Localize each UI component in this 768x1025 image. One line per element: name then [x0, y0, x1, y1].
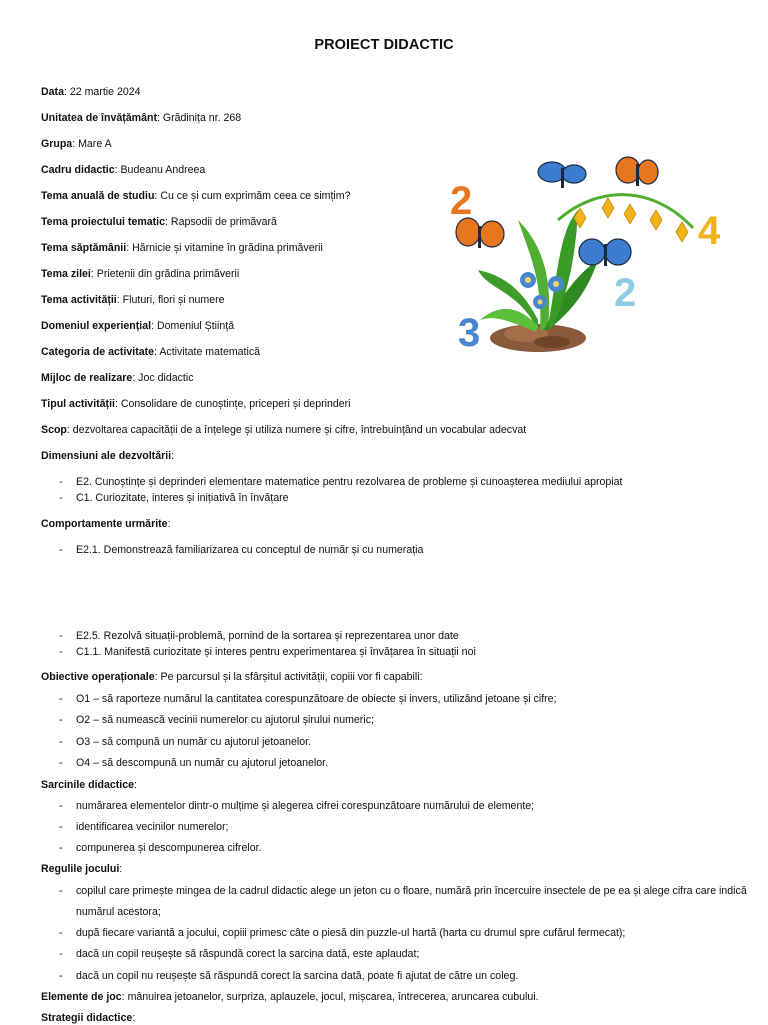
field-scop: Scop: dezvoltarea capacității de a înțelege și utiliza numere și cifre, întrebuințând un vocabular adecvat: [41, 424, 527, 436]
field-label: Tema activității: [41, 294, 117, 306]
list-item-text: C1. Curiozitate, interes și inițiativă în învățare: [76, 492, 289, 504]
field-tipul: Tipul activității: Consolidare de cunoștințe, priceperi și deprinderi: [41, 398, 351, 410]
dash: -: [59, 948, 63, 960]
section-dimensiuni: [41, 449, 738, 463]
dash: -: [59, 885, 63, 897]
field-tema-proiectului: Tema proiectului tematic: Rapsodii de primăvară: [41, 216, 277, 228]
field-tema-saptamanii: Tema săptămânii: Hărnicie și vitamine în grădina primăverii: [41, 242, 323, 254]
field-value: Rapsodii de primăvară: [170, 216, 277, 228]
list-item-text: dacă un copil nu reușește să răspundă corect la sarcina dată, poate fi ajutat de către un coleg.: [76, 970, 519, 982]
field-grupa: Grupa: Mare A: [41, 138, 112, 150]
dash: -: [59, 544, 63, 556]
list-item-text: dacă un copil reușește să răspundă corect la sarcina dată, este aplaudat;: [76, 948, 420, 960]
field-value: Fluturi, flori și numere: [122, 294, 225, 306]
number-2-orange: 2: [450, 179, 473, 223]
section-reguli: [41, 862, 738, 876]
number-2-lightblue: 2: [614, 271, 637, 315]
section-label: Strategii didactice: [41, 1012, 133, 1024]
section-label: Comportamente urmărite: [41, 518, 168, 530]
list-item-text: după fiecare variantă a jocului, copiii primesc câte o piesă din puzzle-ul hartă (harta cu drumul spre cufărul fermecat);: [76, 927, 626, 939]
section-colon: :: [132, 1012, 136, 1024]
document-title: PROIECT DIDACTIC: [314, 37, 454, 53]
field-label: Scop: [41, 424, 67, 436]
field-cadru-didactic: Cadru didactic: Budeanu Andreea: [41, 164, 206, 176]
field-categoria: Categoria de activitate: Activitate matematică: [41, 346, 261, 358]
list-item-text: E2.5. Rezolvă situații-problemă, pornind de la sortarea și reprezentarea unor date: [76, 630, 459, 642]
dash: -: [59, 842, 63, 854]
list-item-text: C1.1. Manifestă curiozitate și interes pentru experimentarea și învățarea în situații noi: [76, 646, 476, 658]
section-colon: :: [119, 863, 123, 875]
number-4-yellow: 4: [698, 209, 721, 253]
section-label: Dimensiuni ale dezvoltării: [41, 450, 172, 462]
section-colon: :: [134, 779, 137, 791]
list-item-text: O4 – să descompună un număr cu ajutorul jetoanelor.: [76, 757, 329, 769]
field-label: Tema zilei: [41, 268, 91, 280]
dash: -: [59, 970, 63, 982]
field-value: Mare A: [78, 138, 112, 150]
field-value: Cu ce și cum exprimăm ceea ce simțim?: [160, 190, 351, 202]
section-strategii: [41, 1011, 738, 1025]
dash: -: [59, 757, 63, 769]
field-label: Categoria de activitate: [41, 346, 155, 358]
list-item-text: O2 – să numească vecinii numerelor cu ajutorul șirului numeric;: [76, 714, 374, 726]
list-item-text: O1 – să raporteze numărul la cantitatea corespunzătoare de obiecte și invers, utilizând jetoane și cifre;: [76, 693, 557, 705]
dash: -: [59, 646, 63, 658]
list-item-text: E2. Cunoștințe și deprinderi elementare matematice pentru rezolvarea de probleme și cunoașterea mediului apropiat: [76, 476, 623, 488]
field-label: Domeniul experiențial: [41, 320, 152, 332]
field-elemente-joc: Elemente de joc: mânuirea jetoanelor, surpriza, aplauzele, jocul, mișcarea, întrecerea, aruncarea cubului.: [41, 991, 539, 1003]
section-label: Obiective operaționale: [41, 671, 155, 683]
field-label: Tema proiectului tematic: [41, 216, 166, 228]
field-label: Tema anuală de studiu: [41, 190, 155, 202]
section-colon: :: [167, 518, 171, 530]
field-value: Activitate matematică: [159, 346, 261, 358]
dash: -: [59, 821, 63, 833]
field-value: Joc didactic: [138, 372, 194, 384]
field-label: Tipul activității: [41, 398, 115, 410]
dash: -: [59, 492, 63, 504]
number-3-blue: 3: [458, 311, 481, 355]
dash: -: [59, 800, 63, 812]
list-item-text: compunerea și descompunerea cifrelor.: [76, 842, 262, 854]
section-label: Sarcinile didactice: [41, 779, 135, 791]
field-label: Cadru didactic: [41, 164, 115, 176]
field-label: Data: [41, 86, 64, 98]
dash: -: [59, 693, 63, 705]
list-item-text: O3 – să compună un număr cu ajutorul jetoanelor.: [76, 736, 311, 748]
field-mijloc: Mijloc de realizare: Joc didactic: [41, 372, 194, 384]
dash: -: [59, 476, 63, 488]
list-item-text: E2.1. Demonstrează familiarizarea cu conceptul de număr și cu numerația: [76, 544, 424, 556]
field-tema-zilei: Tema zilei: Prietenii din grădina primăverii: [41, 268, 240, 280]
section-comportamente: [41, 517, 738, 531]
field-tema-anuala: Tema anuală de studiu: Cu ce și cum exprimăm ceea ce simțim?: [41, 190, 351, 202]
dash: -: [59, 927, 63, 939]
section-obiective: Obiective operaționale: Pe parcursul și la sfârșitul activității, copiii vor fi capabili:: [41, 671, 423, 683]
dash: -: [59, 714, 63, 726]
field-value: mânuirea jetoanelor, surpriza, aplauzele, jocul, mișcarea, întrecerea, aruncarea cubului.: [127, 991, 539, 1003]
list-item-text: numărarea elementelor dintr-o mulțime și alegerea cifrei corespunzătoare numărului de elemente;: [76, 800, 535, 812]
field-label: Mijloc de realizare: [41, 372, 133, 384]
field-data: Data: 22 martie 2024: [41, 86, 141, 98]
field-value: 22 martie 2024: [69, 86, 141, 98]
section-intro: Pe parcursul și la sfârșitul activității, copiii vor fi capabili:: [160, 671, 423, 683]
field-domeniul: Domeniul experiențial: Domeniul Știință: [41, 320, 235, 332]
orange-butterfly-icon-top: [616, 157, 658, 186]
section-colon: :: [171, 450, 175, 462]
field-value: Domeniul Știință: [156, 320, 235, 332]
field-unitatea: Unitatea de învățământ: Grădinița nr. 268: [41, 112, 242, 124]
list-item-text: identificarea vecinilor numerelor;: [76, 821, 229, 833]
list-item-text: numărul acestora;: [76, 906, 161, 918]
butterflies-flowers-illustration: [448, 150, 732, 356]
dash: -: [59, 736, 63, 748]
blue-butterfly-icon-top: [538, 162, 586, 188]
field-label: Tema săptămânii: [41, 242, 127, 254]
section-sarcini: [41, 778, 738, 792]
field-value: dezvoltarea capacității de a înțelege și utiliza numere și cifre, întrebuințând un vocabular adecvat: [72, 424, 527, 436]
field-value: Budeanu Andreea: [120, 164, 206, 176]
field-value: Hărnicie și vitamine în grădina primăverii: [132, 242, 323, 254]
field-tema-activitatii: Tema activității: Fluturi, flori și numere: [41, 294, 225, 306]
blue-butterfly-icon-right: [579, 239, 631, 266]
field-label: Grupa: [41, 138, 73, 150]
list-item-text: copilul care primește mingea de la cadrul didactic alege un jeton cu o floare, numără prin încercuire insectele de pe ea și alege cifra care indică: [76, 885, 747, 897]
field-label: Unitatea de învățământ: [41, 112, 157, 124]
section-label: Regulile jocului: [41, 863, 120, 875]
field-value: Grădinița nr. 268: [162, 112, 242, 124]
field-value: Prietenii din grădina primăverii: [96, 268, 240, 280]
yellow-flowers-icon: [574, 198, 688, 242]
dash: -: [59, 630, 63, 642]
field-value: Consolidare de cunoștințe, priceperi și deprinderi: [120, 398, 351, 410]
field-label: Elemente de joc: [41, 991, 122, 1003]
